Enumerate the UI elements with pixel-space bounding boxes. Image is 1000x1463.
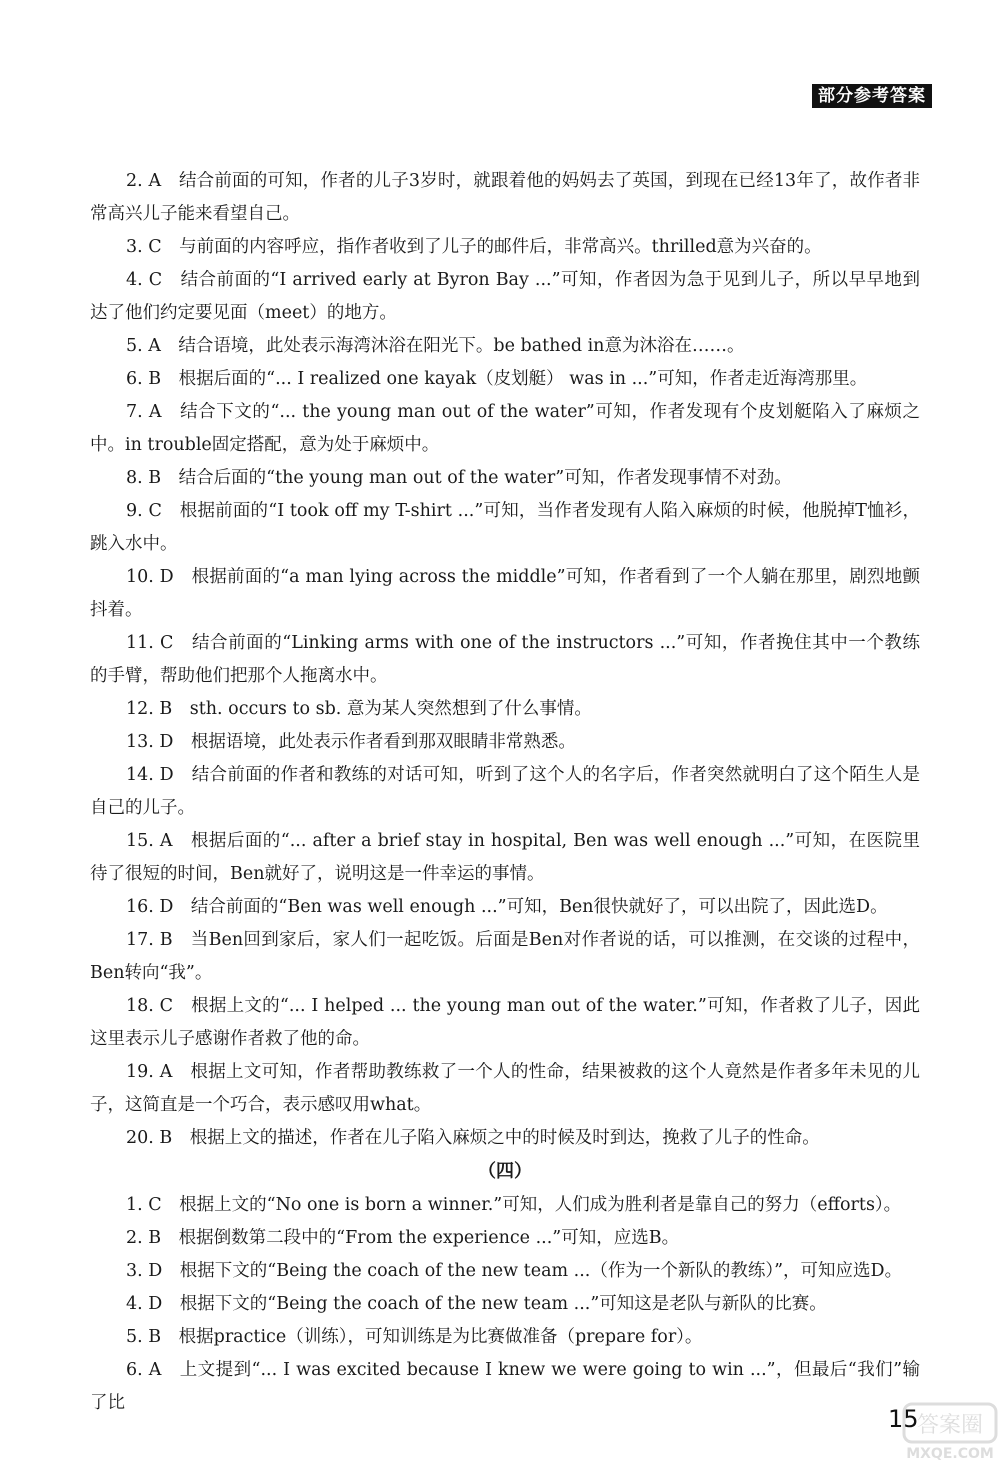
answer-entry: 2. B 根据倒数第二段中的“From the experience ...”可知，应选B。	[126, 1228, 680, 1248]
answer-entry: 5. A 结合语境，此处表示海湾沐浴在阳光下。be bathed in意为沐浴在……。	[126, 336, 745, 356]
watermark-line2: MXQE.COM	[906, 1446, 994, 1462]
answer-entry: 4. D 根据下文的“Being the coach of the new team ...”可知这是老队与新队的比赛。	[126, 1294, 827, 1314]
answer-entry: 12. B sth. occurs to sb. 意为某人突然想到了什么事情。	[126, 699, 592, 719]
answer-entry: 18. C 根据上文的“... I helped ... the young man out of the water.”可知，作者救了儿子，因此这里表示儿子感谢作者救了他的命。	[90, 996, 920, 1049]
answer-entry: 3. C 与前面的内容呼应，指作者收到了儿子的邮件后，非常高兴。thrilled意为兴奋的。	[126, 237, 822, 257]
answer-entry: 19. A 根据上文可知，作者帮助教练救了一个人的性命，结果被救的这个人竟然是作者多年未见的儿子，这简直是一个巧合，表示感叹用what。	[90, 1062, 920, 1115]
answer-entry: 17. B 当Ben回到家后，家人们一起吃饭。后面是Ben对作者说的话，可以推测，在交谈的过程中，Ben转向“我”。	[90, 930, 920, 983]
answer-entry: 11. C 结合前面的“Linking arms with one of the instructors ...”可知，作者挽住其中一个教练的手臂，帮助他们把那个人拖离水中。	[90, 633, 920, 686]
page-number: 15	[888, 1405, 919, 1433]
answer-entry: 13. D 根据语境，此处表示作者看到那双眼睛非常熟悉。	[126, 732, 576, 752]
answers-part-3	[90, 165, 920, 1155]
answer-entry: 4. C 结合前面的“I arrived early at Byron Bay ...”可知，作者因为急于见到儿子，所以早早地到达了他们约定要见面（meet）的地方。	[90, 270, 920, 323]
answer-entry: 1. C 根据上文的“No one is born a winner.”可知，人们成为胜利者是靠自己的努力（efforts）。	[126, 1195, 902, 1215]
answer-entry: 2. A 结合前面的可知，作者的儿子3岁时，就跟着他的妈妈去了英国，到现在已经13年了，故作者非常高兴儿子能来看望自己。	[90, 171, 920, 224]
answer-entry: 8. B 结合后面的“the young man out of the water”可知，作者发现事情不对劲。	[126, 468, 792, 488]
answer-entry: 3. D 根据下文的“Being the coach of the new team ...（作为一个新队的教练）”，可知应选D。	[126, 1261, 903, 1281]
answers-part-4	[90, 1189, 920, 1420]
answer-entry: 5. B 根据practice（训练），可知训练是为比赛做准备（prepare for）。	[126, 1327, 703, 1347]
answer-content	[90, 165, 920, 1420]
answer-entry: 7. A 结合下文的“... the young man out of the water”可知，作者发现有个皮划艇陷入了麻烦之中。in trouble固定搭配，意为处于麻烦中。	[90, 402, 920, 455]
answer-entry: 20. B 根据上文的描述，作者在儿子陷入麻烦之中的时候及时到达，挽救了儿子的性命。	[126, 1128, 820, 1148]
answer-entry: 16. D 结合前面的“Ben was well enough ...”可知，Ben很快就好了，可以出院了，因此选D。	[126, 897, 888, 917]
answer-entry: 14. D 结合前面的作者和教练的对话可知，听到了这个人的名字后，作者突然就明白了这个陌生人是自己的儿子。	[90, 765, 920, 818]
header-section-tag: 部分参考答案	[812, 84, 932, 108]
answer-entry: 9. C 根据前面的“I took off my T-shirt ...”可知，当作者发现有人陷入麻烦的时候，他脱掉T恤衫，跳入水中。	[90, 501, 920, 554]
section-title-four: （四）	[478, 1161, 532, 1182]
watermark-line1: 答案圈	[916, 1413, 984, 1438]
answer-entry: 10. D 根据前面的“a man lying across the middle”可知，作者看到了一个人躺在那里，剧烈地颤抖着。	[90, 567, 920, 620]
watermark-logo-icon	[900, 1400, 1000, 1463]
answer-entry: 6. B 根据后面的“... I realized one kayak（皮划艇） was in ...”可知，作者走近海湾那里。	[126, 369, 868, 389]
answer-entry: 6. A 上文提到“... I was excited because I knew we were going to win ...”，但最后“我们”输了比	[90, 1360, 920, 1413]
answer-entry: 15. A 根据后面的“... after a brief stay in hospital, Ben was well enough ...”可知，在医院里待了很短的时间，Ben就好了，说明这是一件幸运的事情。	[90, 831, 920, 884]
